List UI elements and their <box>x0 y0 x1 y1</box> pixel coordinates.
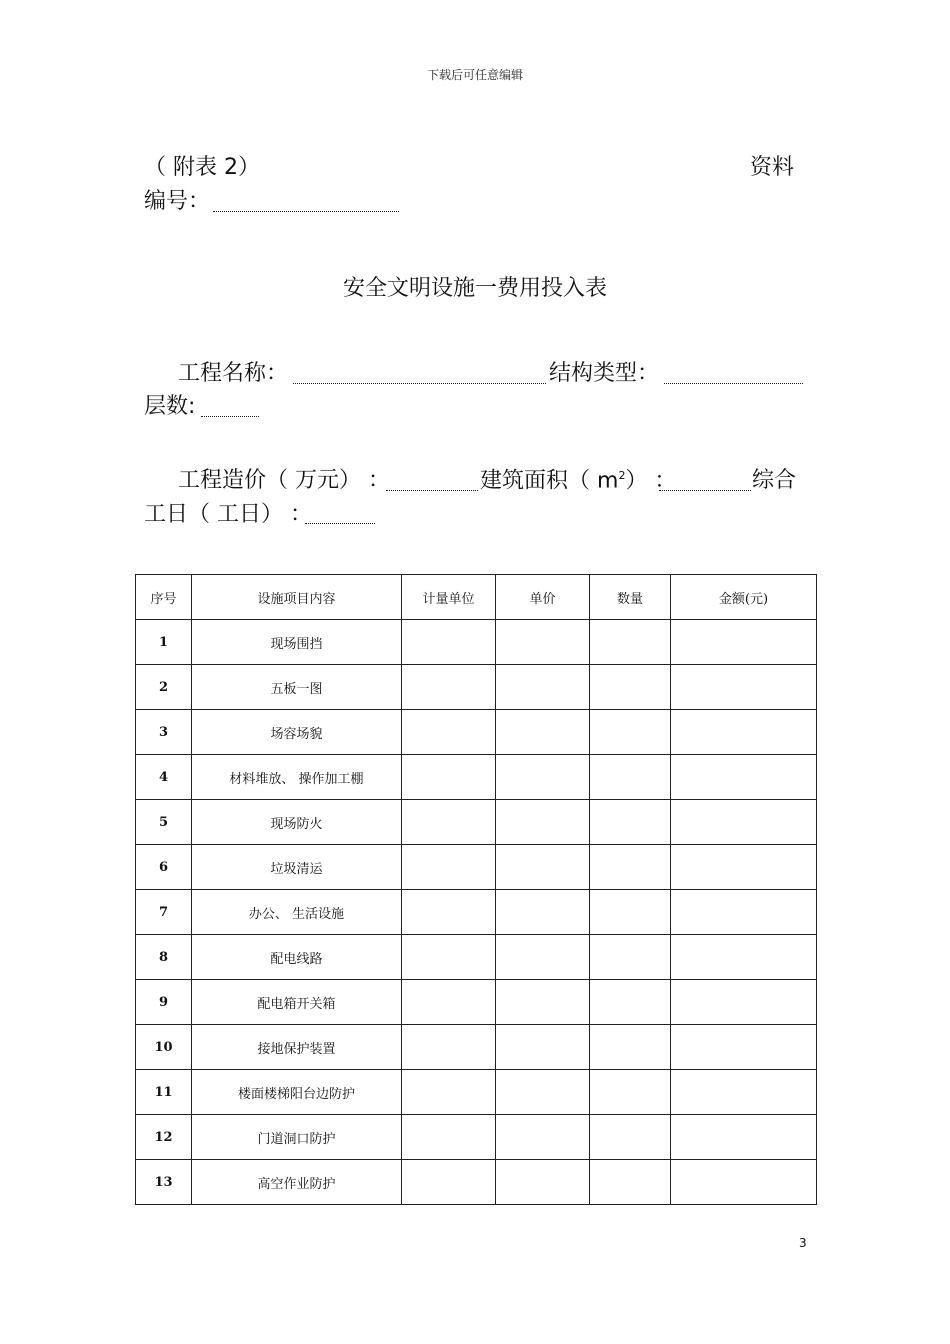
table-row <box>136 620 817 665</box>
row-item: 场容场貌 <box>192 710 402 755</box>
area-label: 建筑面积（ $m^2$） ： <box>480 468 677 494</box>
table-row <box>136 890 817 935</box>
table-row <box>136 1160 817 1205</box>
row-item: 接地保护装置 <box>192 1025 402 1070</box>
table-row <box>136 800 817 845</box>
row-item: 配电箱开关箱 <box>192 980 402 1025</box>
cost-blank[interactable] <box>386 489 478 491</box>
row-item: 现场围挡 <box>192 620 402 665</box>
unit-cell[interactable] <box>402 1025 496 1070</box>
row-no: 5 <box>136 800 192 845</box>
row-item: 材料堆放、 操作加工棚 <box>192 755 402 800</box>
price-cell[interactable] <box>496 1115 590 1160</box>
structure-type-blank[interactable] <box>664 382 803 384</box>
price-cell[interactable] <box>496 890 590 935</box>
table-row <box>136 845 817 890</box>
unit-cell[interactable] <box>402 980 496 1025</box>
price-cell[interactable] <box>496 935 590 980</box>
price-cell[interactable] <box>496 1160 590 1205</box>
row-item: 办公、 生活设施 <box>192 890 402 935</box>
header-note: 下载后可任意编辑 <box>426 68 523 82</box>
appendix-label: （ 附表 2） <box>144 155 260 180</box>
header-amount: 金额(元) <box>671 575 817 620</box>
table-row <box>136 710 817 755</box>
amount-cell[interactable] <box>671 1070 817 1115</box>
quantity-cell[interactable] <box>590 710 671 755</box>
amount-cell[interactable] <box>671 980 817 1025</box>
quantity-cell[interactable] <box>590 935 671 980</box>
amount-cell[interactable] <box>671 890 817 935</box>
price-cell[interactable] <box>496 710 590 755</box>
row-item: 配电线路 <box>192 935 402 980</box>
price-cell[interactable] <box>496 665 590 710</box>
amount-cell[interactable] <box>671 845 817 890</box>
row-no: 4 <box>136 755 192 800</box>
quantity-cell[interactable] <box>590 755 671 800</box>
page-number: 3 <box>799 1236 807 1250</box>
header-price: 单价 <box>496 575 590 620</box>
header-no: 序号 <box>136 575 192 620</box>
floors-label: 层数: <box>144 394 196 419</box>
quantity-cell[interactable] <box>590 1115 671 1160</box>
amount-cell[interactable] <box>671 935 817 980</box>
row-item: 垃圾清运 <box>192 845 402 890</box>
quantity-cell[interactable] <box>590 980 671 1025</box>
row-no: 13 <box>136 1160 192 1205</box>
unit-cell[interactable] <box>402 935 496 980</box>
amount-cell[interactable] <box>671 755 817 800</box>
row-no: 10 <box>136 1025 192 1070</box>
doc-no-label-part1: 资料 <box>750 155 795 180</box>
unit-cell[interactable] <box>402 755 496 800</box>
unit-cell[interactable] <box>402 710 496 755</box>
price-cell[interactable] <box>496 980 590 1025</box>
row-no: 3 <box>136 710 192 755</box>
structure-type-label: 结构类型： <box>549 361 660 386</box>
quantity-cell[interactable] <box>590 890 671 935</box>
unit-cell[interactable] <box>402 1070 496 1115</box>
header-quantity: 数量 <box>590 575 671 620</box>
unit-cell[interactable] <box>402 1160 496 1205</box>
workday-blank[interactable] <box>305 522 375 524</box>
row-no: 11 <box>136 1070 192 1115</box>
document-title: 安全文明设施一费用投入表 <box>342 276 607 301</box>
row-no: 2 <box>136 665 192 710</box>
unit-cell[interactable] <box>402 620 496 665</box>
row-no: 1 <box>136 620 192 665</box>
row-no: 12 <box>136 1115 192 1160</box>
doc-no-blank[interactable] <box>213 210 399 212</box>
price-cell[interactable] <box>496 800 590 845</box>
unit-cell[interactable] <box>402 845 496 890</box>
row-no: 9 <box>136 980 192 1025</box>
price-cell[interactable] <box>496 845 590 890</box>
doc-no-label-part2: 编号： <box>144 189 211 214</box>
quantity-cell[interactable] <box>590 665 671 710</box>
quantity-cell[interactable] <box>590 1070 671 1115</box>
quantity-cell[interactable] <box>590 620 671 665</box>
workday-label-part1: 综合 <box>752 468 797 493</box>
table-row <box>136 1025 817 1070</box>
quantity-cell[interactable] <box>590 1025 671 1070</box>
workday-label-part2: 工日（ 工日） ： <box>144 502 312 527</box>
row-item: 五板一图 <box>192 665 402 710</box>
area-blank[interactable] <box>659 489 751 491</box>
quantity-cell[interactable] <box>590 845 671 890</box>
cost-table <box>135 574 817 1205</box>
project-name-blank[interactable] <box>293 382 546 384</box>
table-header-row <box>136 575 817 620</box>
project-name-label: 工程名称： <box>178 361 289 386</box>
row-item: 门道洞口防护 <box>192 1115 402 1160</box>
row-item: 楼面楼梯阳台边防护 <box>192 1070 402 1115</box>
price-cell[interactable] <box>496 755 590 800</box>
table-row <box>136 1070 817 1115</box>
amount-cell[interactable] <box>671 710 817 755</box>
quantity-cell[interactable] <box>590 800 671 845</box>
table-row <box>136 665 817 710</box>
price-cell[interactable] <box>496 620 590 665</box>
amount-cell[interactable] <box>671 620 817 665</box>
row-no: 6 <box>136 845 192 890</box>
row-item: 高空作业防护 <box>192 1160 402 1205</box>
amount-cell[interactable] <box>671 1115 817 1160</box>
row-item: 现场防火 <box>192 800 402 845</box>
unit-cell[interactable] <box>402 1115 496 1160</box>
amount-cell[interactable] <box>671 1025 817 1070</box>
unit-cell[interactable] <box>402 800 496 845</box>
row-no: 8 <box>136 935 192 980</box>
quantity-cell[interactable] <box>590 1160 671 1205</box>
unit-cell[interactable] <box>402 890 496 935</box>
price-cell[interactable] <box>496 1025 590 1070</box>
floors-blank[interactable] <box>201 415 259 417</box>
price-cell[interactable] <box>496 1070 590 1115</box>
cost-label: 工程造价（ 万元） ： <box>178 468 390 493</box>
table-row <box>136 1115 817 1160</box>
amount-cell[interactable] <box>671 665 817 710</box>
unit-cell[interactable] <box>402 665 496 710</box>
table-row <box>136 935 817 980</box>
table-row <box>136 980 817 1025</box>
table-row <box>136 755 817 800</box>
header-item: 设施项目内容 <box>192 575 402 620</box>
amount-cell[interactable] <box>671 1160 817 1205</box>
header-unit: 计量单位 <box>402 575 496 620</box>
amount-cell[interactable] <box>671 800 817 845</box>
row-no: 7 <box>136 890 192 935</box>
